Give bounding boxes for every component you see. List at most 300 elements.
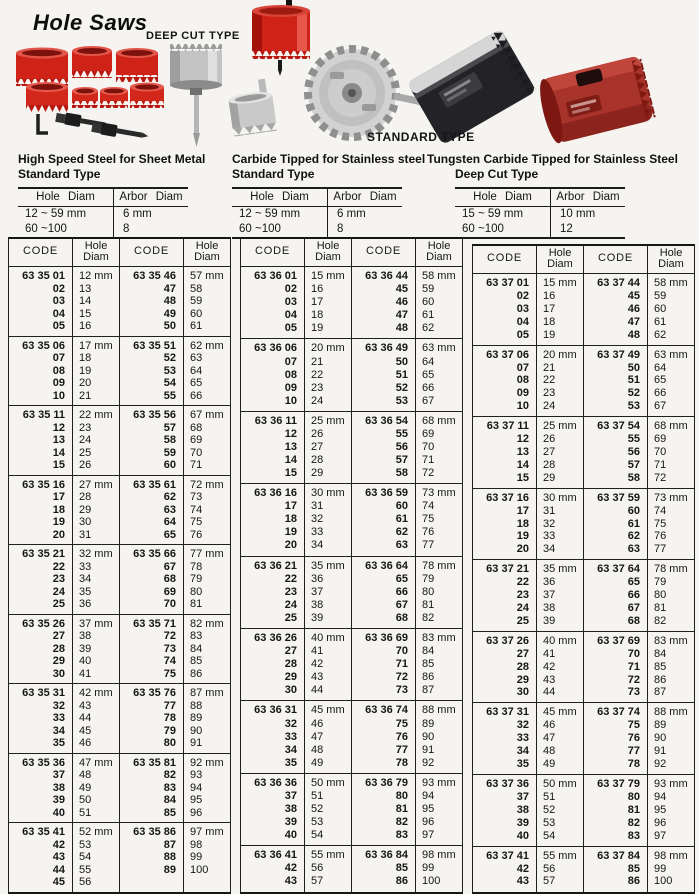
diam-cell: 72: [648, 472, 695, 489]
diam-cell: 83 mm: [416, 628, 463, 645]
diam-cell: 71: [416, 454, 463, 467]
table-row: [241, 829, 463, 846]
diam-cell: 55 mm: [537, 846, 584, 862]
diam-cell: 88 mm: [648, 703, 695, 719]
table-row: [241, 309, 463, 322]
diam-cell: 33: [73, 561, 120, 574]
code-cell: 77: [352, 744, 416, 757]
diam-cell: 93 mm: [416, 773, 463, 790]
table-row: [241, 612, 463, 629]
diam-cell: 80: [416, 586, 463, 599]
diam-cell: 87 mm: [184, 684, 231, 700]
diam-cell: 73 mm: [648, 488, 695, 504]
code-cell: 19: [241, 526, 305, 539]
table-row: [473, 804, 695, 817]
diam-cell: 31: [305, 500, 352, 513]
table-row: [241, 267, 463, 284]
code-cell: 63 35 51: [120, 336, 184, 352]
diam-cell: 65: [648, 374, 695, 387]
diam-cell: 26: [305, 428, 352, 441]
code-cell: 08: [9, 365, 73, 378]
diam-cell: 57 mm: [184, 267, 231, 283]
code-cell: 63 36 49: [352, 339, 416, 356]
diam-cell: 61: [416, 309, 463, 322]
code-block: [473, 631, 695, 703]
code-cell: 38: [9, 782, 73, 795]
diam-cell: 42: [537, 661, 584, 674]
code-column-header: CODE: [120, 238, 184, 267]
diam-cell: 62: [648, 329, 695, 346]
code-cell: 63 37 79: [584, 775, 648, 791]
diam-cell: 44: [73, 712, 120, 725]
diam-cell: 75: [416, 513, 463, 526]
table-row: [473, 602, 695, 615]
code-cell: 44: [9, 864, 73, 877]
code-cell: 20: [9, 529, 73, 545]
header-area: [0, 0, 699, 152]
diam-cell: 47: [537, 732, 584, 745]
diam-cell: 87: [648, 686, 695, 703]
section-title-line2: Standard Type: [232, 167, 315, 181]
black-holesaw-image: [407, 29, 537, 145]
deep-cut-saw-image: [170, 44, 222, 147]
code-cell: 55: [120, 390, 184, 406]
code-cell: 63 37 49: [584, 345, 648, 361]
diam-cell: 20: [73, 377, 120, 390]
code-block: [241, 556, 463, 628]
table-row: [241, 645, 463, 658]
diam-cell: 51: [305, 790, 352, 803]
table-row: [473, 775, 695, 791]
code-cell: 46: [584, 303, 648, 316]
diam-cell: 19: [305, 322, 352, 339]
diam-cell: 49: [537, 758, 584, 775]
code-block: [241, 339, 463, 411]
table-row: [9, 769, 231, 782]
diam-cell: 79: [648, 576, 695, 589]
code-cell: 63 36 41: [241, 846, 305, 863]
diam-cell: 82: [648, 615, 695, 632]
code-block: [9, 545, 231, 615]
code-cell: 63 37 16: [473, 488, 537, 504]
code-cell: 58: [120, 434, 184, 447]
diam-cell: 20 mm: [537, 345, 584, 361]
code-cell: 83: [352, 829, 416, 846]
code-cell: 63 37 01: [473, 274, 537, 290]
table-row: [241, 356, 463, 369]
code-cell: 14: [241, 454, 305, 467]
code-cell: 20: [473, 543, 537, 560]
table-row: [473, 505, 695, 518]
code-cell: 60: [352, 500, 416, 513]
code-cell: 63: [352, 539, 416, 556]
diam-cell: 41: [537, 648, 584, 661]
table-row: [9, 422, 231, 435]
section-carbide-tipped: [232, 152, 425, 239]
diam-cell: 18: [537, 316, 584, 329]
code-cell: 24: [473, 602, 537, 615]
diam-cell: 82 mm: [184, 614, 231, 630]
code-cell: 43: [9, 851, 73, 864]
diam-cell: 73: [184, 491, 231, 504]
code-cell: 63: [120, 504, 184, 517]
table-row: [473, 719, 695, 732]
diam-cell: 77: [648, 543, 695, 560]
diam-cell: 52: [537, 804, 584, 817]
code-cell: 20: [241, 539, 305, 556]
diam-cell: 55 mm: [305, 846, 352, 863]
spec-hole-range: 12 ~ 59 mm: [18, 207, 114, 222]
code-cell: 67: [352, 599, 416, 612]
code-cell: 63 36 69: [352, 628, 416, 645]
code-cell: 68: [584, 615, 648, 632]
spec-hole-range: 60 ~100: [18, 222, 114, 237]
code-cell: 80: [584, 791, 648, 804]
code-cell: 65: [584, 576, 648, 589]
table-row: [473, 303, 695, 316]
diam-cell: 43: [537, 674, 584, 687]
table-row: [9, 684, 231, 700]
table-row: [9, 390, 231, 406]
code-block: [241, 411, 463, 483]
table-row: [473, 758, 695, 775]
spec-arbor-value: 6 mm: [337, 208, 366, 220]
spec-hole-range: 15 ~ 59 mm: [455, 207, 551, 222]
table-row: [9, 655, 231, 668]
code-cell: 30: [9, 668, 73, 684]
table-row: [241, 428, 463, 441]
code-cell: 86: [584, 875, 648, 892]
code-cell: 75: [352, 718, 416, 731]
code-cell: 63 37 41: [473, 846, 537, 862]
diam-cell: 85: [648, 661, 695, 674]
code-cell: 71: [584, 661, 648, 674]
diam-cell: 77: [416, 539, 463, 556]
section-title: [18, 152, 205, 182]
code-cell: 60: [584, 505, 648, 518]
code-cell: 32: [473, 719, 537, 732]
table-row: [473, 560, 695, 576]
table-row: [473, 274, 695, 290]
code-cell: 29: [241, 671, 305, 684]
code-cell: 68: [120, 573, 184, 586]
table-row: [9, 700, 231, 713]
code-cell: 02: [241, 283, 305, 296]
code-cell: 32: [241, 718, 305, 731]
diam-cell: 100: [184, 864, 231, 877]
code-cell: 63 37 64: [584, 560, 648, 576]
table-row: [473, 530, 695, 543]
code-cell: 37: [241, 790, 305, 803]
diam-cell: 38: [537, 602, 584, 615]
diam-cell: 32: [305, 513, 352, 526]
diam-cell: 22: [537, 374, 584, 387]
code-cell: 07: [473, 362, 537, 375]
code-cell: 48: [120, 295, 184, 308]
section-tungsten-carbide: [427, 152, 678, 239]
table-row: [9, 737, 231, 753]
code-cell: 69: [120, 586, 184, 599]
code-cell: 38: [241, 803, 305, 816]
diam-cell: 53: [305, 816, 352, 829]
diam-cell: 91: [416, 744, 463, 757]
code-cell: 63 36 74: [352, 701, 416, 718]
diam-cell: 36: [305, 573, 352, 586]
section-title: [232, 152, 425, 182]
code-cell: 45: [9, 876, 73, 893]
diam-cell: 19: [73, 365, 120, 378]
code-cell: 67: [120, 561, 184, 574]
diam-cell: 37: [537, 589, 584, 602]
table-row: [473, 589, 695, 602]
diam-cell: 53: [537, 817, 584, 830]
code-cell: 82: [352, 816, 416, 829]
diam-cell: 87: [416, 684, 463, 701]
diam-cell: 27: [537, 446, 584, 459]
code-cell: 03: [241, 296, 305, 309]
code-cell: 30: [241, 684, 305, 701]
code-cell: 38: [473, 804, 537, 817]
table-row: [241, 790, 463, 803]
code-cell: 28: [9, 643, 73, 656]
diam-cell: 39: [305, 612, 352, 629]
diam-cell: 15 mm: [537, 274, 584, 290]
diam-cell: 89: [416, 718, 463, 731]
table-row: [9, 753, 231, 769]
diam-cell: 16: [305, 283, 352, 296]
code-cell: 45: [352, 283, 416, 296]
code-cell: 27: [9, 630, 73, 643]
code-cell: 63 36 79: [352, 773, 416, 790]
table-row: [9, 529, 231, 545]
diam-cell: 24: [537, 400, 584, 417]
table-row: [9, 434, 231, 447]
code-cell: 30: [473, 686, 537, 703]
diam-cell: 74: [648, 505, 695, 518]
table-row: [241, 718, 463, 731]
code-cell: 83: [120, 782, 184, 795]
diam-cell: [184, 876, 231, 893]
diam-cell: 57: [537, 875, 584, 892]
diam-cell: 22 mm: [73, 406, 120, 422]
code-cell: 02: [473, 290, 537, 303]
table-row: [9, 668, 231, 684]
diam-cell: 50: [73, 794, 120, 807]
code-cell: 04: [473, 316, 537, 329]
hole-diam-column-header: Hole Diam: [73, 238, 120, 267]
diam-cell: 94: [416, 790, 463, 803]
code-cell: 45: [584, 290, 648, 303]
diam-cell: 69: [416, 428, 463, 441]
code-cell: 12: [241, 428, 305, 441]
diam-cell: 48: [73, 769, 120, 782]
code-cell: 63 36 01: [241, 267, 305, 284]
table-row: [9, 491, 231, 504]
code-cell: 02: [9, 283, 73, 296]
diam-cell: 59: [648, 290, 695, 303]
table-row: [473, 543, 695, 560]
code-cell: 63 37 36: [473, 775, 537, 791]
code-column-header: CODE: [9, 238, 73, 267]
diam-cell: 45 mm: [305, 701, 352, 718]
code-cell: 82: [120, 769, 184, 782]
code-cell: [120, 876, 184, 893]
code-cell: 63: [584, 543, 648, 560]
diam-cell: 92: [648, 758, 695, 775]
code-cell: 62: [584, 530, 648, 543]
diam-cell: 94: [184, 782, 231, 795]
diam-cell: 89: [184, 712, 231, 725]
diam-cell: 90: [184, 725, 231, 738]
code-cell: 63 35 81: [120, 753, 184, 769]
code-cell: 58: [584, 472, 648, 489]
code-cell: 63 36 44: [352, 267, 416, 284]
code-cell: 43: [241, 875, 305, 892]
diam-cell: 47: [305, 731, 352, 744]
diam-cell: 36: [73, 598, 120, 614]
table-row: [9, 794, 231, 807]
code-block: [9, 684, 231, 754]
diam-cell: 57: [305, 875, 352, 892]
diam-cell: 46: [73, 737, 120, 753]
code-block: [473, 846, 695, 892]
code-cell: 85: [352, 862, 416, 875]
diam-cell: 80: [648, 589, 695, 602]
code-cell: 80: [120, 737, 184, 753]
table-row: [241, 816, 463, 829]
code-block: [241, 484, 463, 556]
diam-cell: 22: [305, 369, 352, 382]
table-row: [9, 876, 231, 893]
code-cell: 63 37 06: [473, 345, 537, 361]
diam-cell: 23: [73, 422, 120, 435]
diam-cell: 25: [73, 447, 120, 460]
table-row: [9, 459, 231, 475]
code-cell: 22: [241, 573, 305, 586]
code-cell: 37: [9, 769, 73, 782]
diam-cell: 69: [184, 434, 231, 447]
code-cell: 10: [9, 390, 73, 406]
table-row: [9, 712, 231, 725]
code-cell: 42: [473, 863, 537, 876]
spec-col-hole-diam: Hole Diam: [18, 189, 114, 206]
diam-cell: 29: [73, 504, 120, 517]
diam-cell: 93 mm: [648, 775, 695, 791]
code-block: [473, 274, 695, 346]
table-row: [241, 846, 463, 863]
code-cell: 13: [9, 434, 73, 447]
diam-cell: 18: [305, 309, 352, 322]
table-row: [9, 352, 231, 365]
diam-cell: 76: [184, 529, 231, 545]
code-block: [9, 614, 231, 684]
code-cell: 63 36 54: [352, 411, 416, 428]
table-row: [9, 561, 231, 574]
diam-cell: 17: [537, 303, 584, 316]
code-cell: 53: [584, 400, 648, 417]
diam-cell: 77 mm: [184, 545, 231, 561]
code-cell: 84: [120, 794, 184, 807]
table-row: [241, 382, 463, 395]
code-block: [241, 267, 463, 339]
diam-cell: 14: [73, 295, 120, 308]
diam-cell: 88 mm: [416, 701, 463, 718]
table-row: [9, 516, 231, 529]
code-cell: 57: [120, 422, 184, 435]
diam-cell: 50 mm: [537, 775, 584, 791]
table-row: [9, 336, 231, 352]
code-cell: 14: [473, 459, 537, 472]
code-cell: 87: [120, 839, 184, 852]
table-row: [241, 803, 463, 816]
code-block: [9, 267, 231, 337]
diam-cell: 54: [305, 829, 352, 846]
code-cell: 51: [352, 369, 416, 382]
table-row: [473, 472, 695, 489]
code-cell: 55: [584, 433, 648, 446]
code-cell: 63 37 26: [473, 631, 537, 647]
code-cell: 63 35 66: [120, 545, 184, 561]
diam-cell: 86: [416, 671, 463, 684]
table-row: [241, 556, 463, 573]
code-cell: 63 35 56: [120, 406, 184, 422]
code-cell: 35: [241, 757, 305, 774]
diam-cell: 97: [648, 830, 695, 847]
diam-cell: 95: [184, 794, 231, 807]
diam-cell: 86: [648, 674, 695, 687]
diam-cell: 31: [73, 529, 120, 545]
diam-cell: 100: [416, 875, 463, 892]
code-cell: 19: [473, 530, 537, 543]
diam-cell: 43: [305, 671, 352, 684]
hole-diam-column-header: Hole Diam: [416, 238, 463, 267]
hole-diam-column-header: Hole Diam: [184, 238, 231, 267]
code-cell: 50: [352, 356, 416, 369]
diam-cell: 94: [648, 791, 695, 804]
code-cell: 63 35 26: [9, 614, 73, 630]
code-cell: 34: [473, 745, 537, 758]
diam-cell: 91: [648, 745, 695, 758]
diam-cell: 53: [73, 839, 120, 852]
code-cell: 28: [241, 658, 305, 671]
code-cell: 56: [352, 441, 416, 454]
diam-cell: 35 mm: [305, 556, 352, 573]
table-row: [473, 290, 695, 303]
code-cell: 15: [9, 459, 73, 475]
diam-cell: 99: [648, 863, 695, 876]
code-cell: 63 35 06: [9, 336, 73, 352]
spec-table: [18, 187, 188, 239]
code-block: [9, 336, 231, 406]
diam-cell: 79: [416, 573, 463, 586]
table-row: [473, 674, 695, 687]
code-cell: 80: [352, 790, 416, 803]
table-row: [9, 320, 231, 336]
code-cell: 63 35 46: [120, 267, 184, 283]
code-block: [473, 775, 695, 847]
table-row: [9, 447, 231, 460]
code-cell: 78: [352, 757, 416, 774]
table-row: [241, 484, 463, 501]
code-cell: 73: [120, 643, 184, 656]
code-cell: 63 36 36: [241, 773, 305, 790]
code-column-header: CODE: [352, 238, 416, 267]
code-cell: 37: [473, 791, 537, 804]
code-cell: 81: [584, 804, 648, 817]
diam-cell: 98 mm: [416, 846, 463, 863]
diam-cell: 81: [184, 598, 231, 614]
diam-cell: 67 mm: [184, 406, 231, 422]
